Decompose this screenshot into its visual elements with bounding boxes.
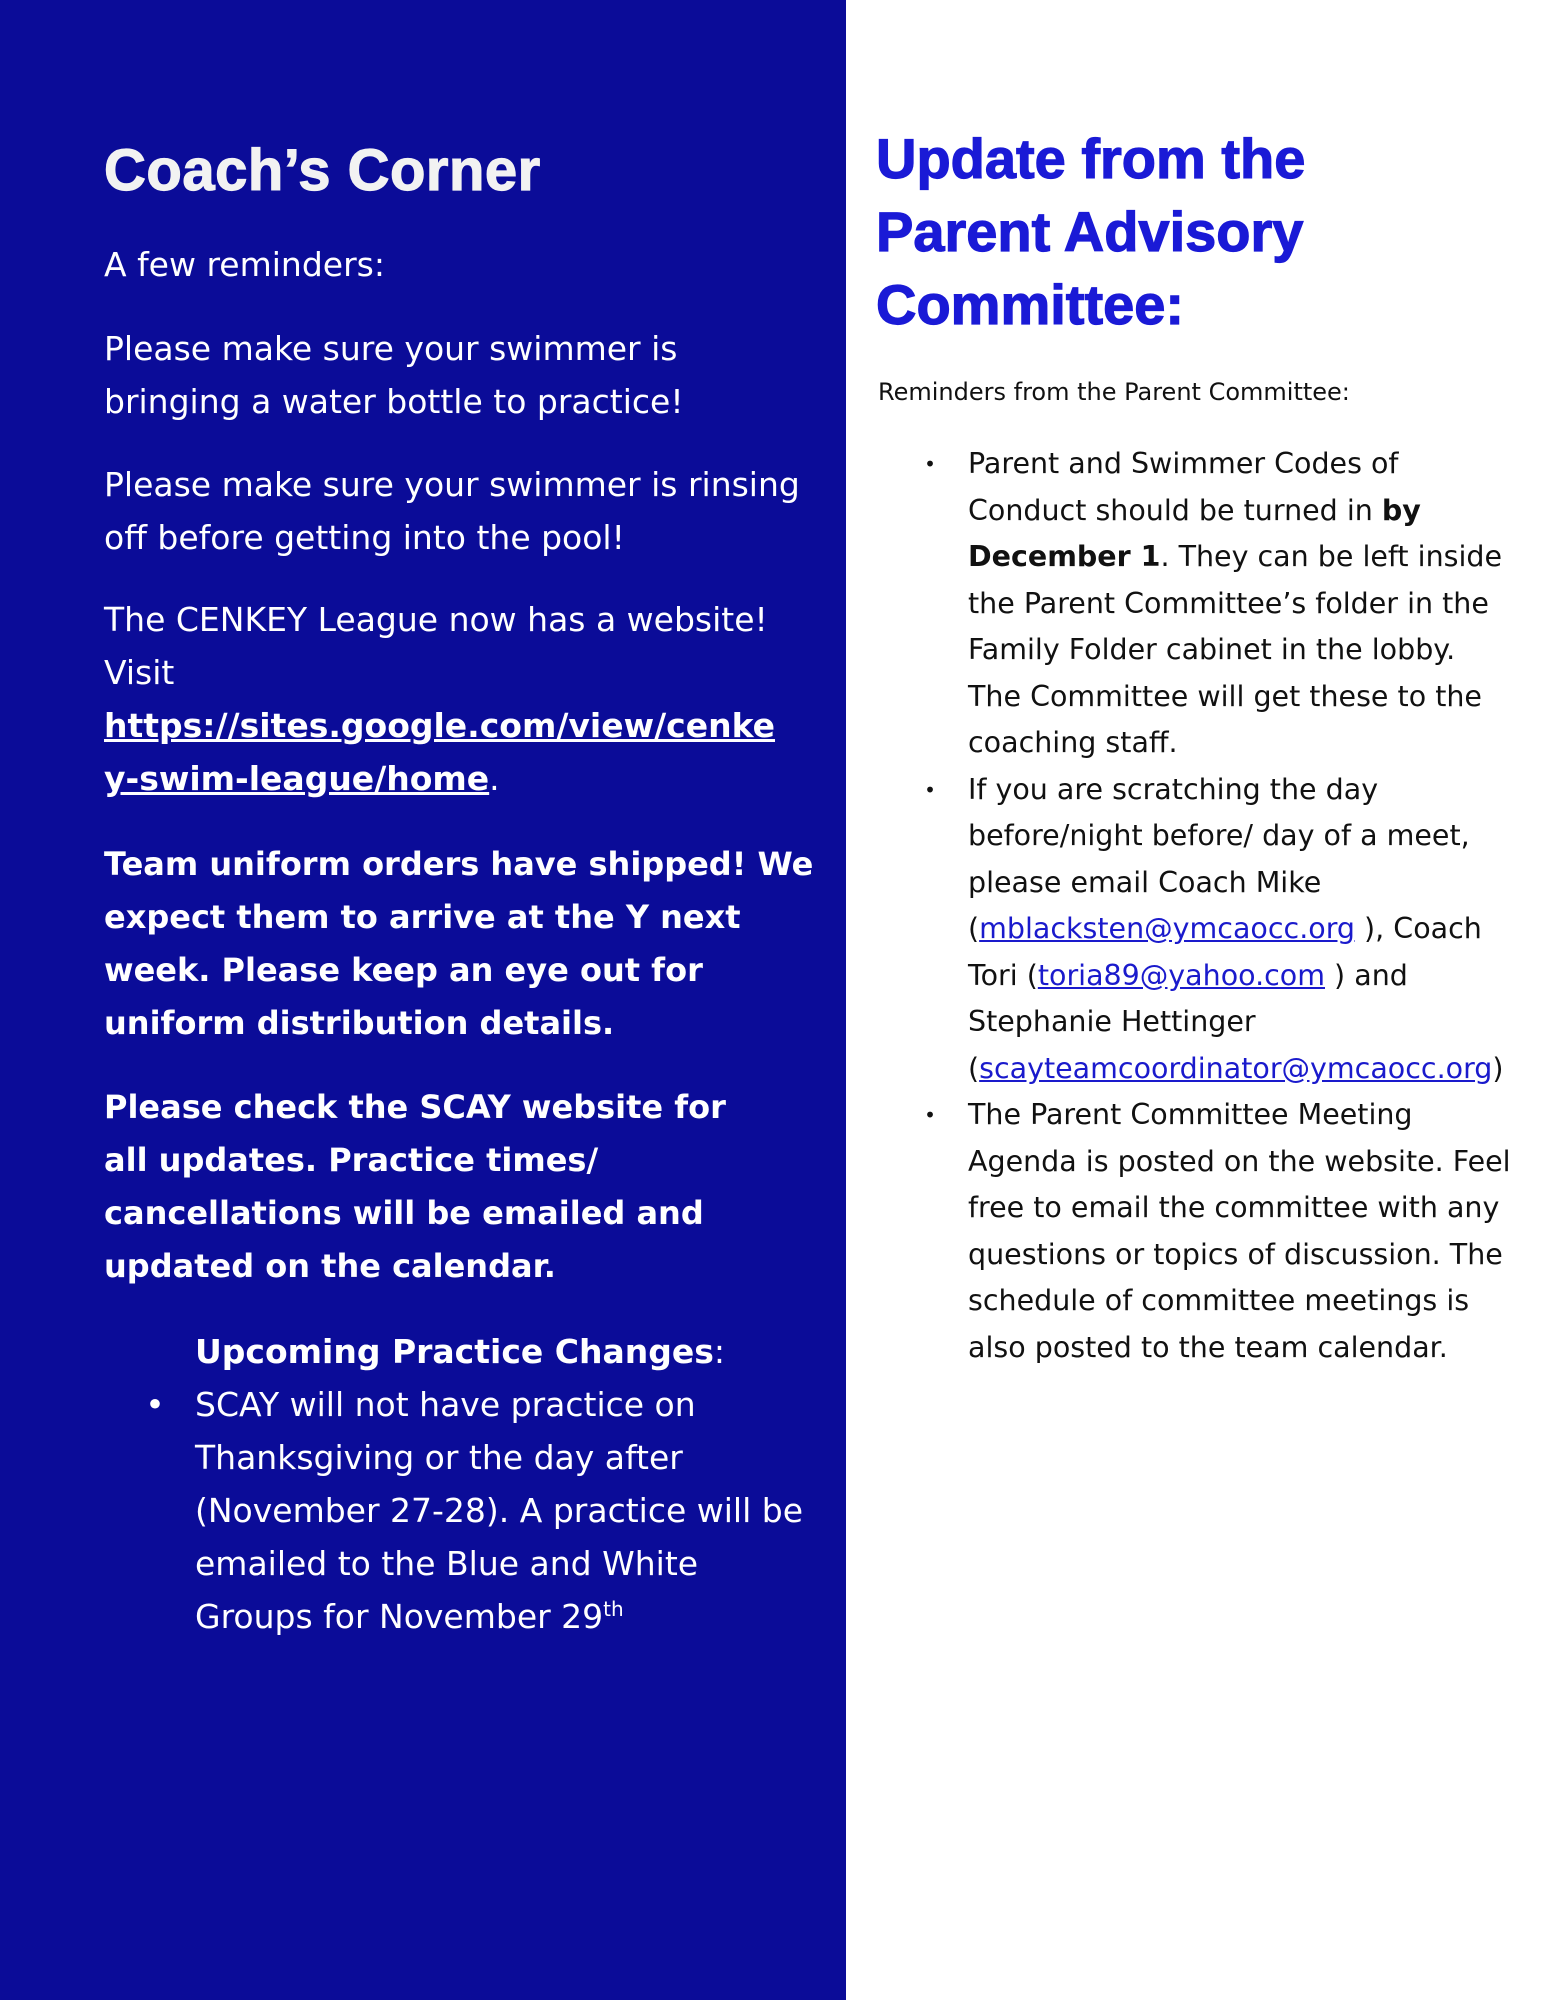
- coaches-corner-title: Coach’s Corner: [104, 138, 541, 203]
- coach-tori-email-link[interactable]: toria89@yahoo.com: [1037, 958, 1325, 992]
- cenkey-website-note: [104, 593, 794, 805]
- codes-of-conduct-details: . They can be left inside the Parent Committee’s folder in the Family Folder cabinet in the lobby. The Committee will get these to the coaching staff.: [968, 540, 1503, 759]
- list-item: [924, 767, 1513, 1093]
- upcoming-changes-label: Upcoming Practice Changes: [195, 1332, 714, 1371]
- codes-of-conduct-text: Parent and Swimmer Codes of Conduct should be turned in: [968, 447, 1399, 527]
- list-item: [924, 1092, 1513, 1371]
- rinsing-reminder: Please make sure your swimmer is rinsing off before getting into the pool!: [104, 465, 800, 557]
- cenkey-website-link[interactable]: https://sites.google.com/view/cenkey-swim-league/home: [104, 706, 776, 798]
- bullet-icon: •: [145, 1385, 165, 1424]
- codes-of-conduct-deadline: by December 1: [968, 493, 1421, 573]
- cenkey-text: The CENKEY League now has a website! Visit: [104, 600, 768, 692]
- parent-committee-intro: Reminders from the Parent Committee:: [878, 378, 1350, 406]
- practice-change-sup: th: [603, 1597, 624, 1621]
- scay-website-notice: Please check the SCAY website for all updates. Practice times/ cancellations will be emailed and updated on the calendar.: [104, 1088, 726, 1285]
- upcoming-changes-heading: [195, 1325, 725, 1378]
- coach-mike-email-link[interactable]: mblacksten@ymcaocc.org: [979, 912, 1355, 945]
- scratching-text-4: ): [1492, 1051, 1504, 1085]
- practice-changes-list: [145, 1378, 815, 1643]
- scratching-text-3: ) and Stephanie Hettinger (: [968, 958, 1408, 1085]
- practice-change-text: SCAY will not have practice on Thanksgiving or the day after (November 27-28). A practice will be emailed to the Blue and White Groups for November 29: [195, 1385, 804, 1636]
- bullet-icon: •: [924, 452, 936, 476]
- cenkey-end: .: [489, 759, 500, 798]
- water-bottle-reminder: Please make sure your swimmer is bringing a water bottle to practice!: [104, 329, 684, 421]
- parent-committee-title: Update from the Parent Advisory Committee:: [876, 127, 1306, 336]
- scratching-text: If you are scratching the day before/night before/ day of a meet, please email Coach Mike (: [968, 772, 1470, 945]
- reminders-intro: A few reminders:: [104, 245, 385, 284]
- meeting-agenda-text: The Parent Committee Meeting Agenda is posted on the website. Feel free to email the committee with any questions or topics of discussion. The schedule of committee meetings is also posted to the team calendar.: [968, 1098, 1511, 1364]
- bullet-icon: •: [924, 1103, 936, 1127]
- list-item: [924, 441, 1513, 767]
- scratching-text-2: ), Coach Tori (: [968, 912, 1482, 992]
- upcoming-changes-colon: :: [713, 1332, 726, 1371]
- list-item: [145, 1378, 815, 1643]
- bullet-icon: •: [924, 777, 936, 802]
- uniform-notice: Team uniform orders have shipped! We expect them to arrive at the Y next week. Please keep an eye out for uniform distribution details.: [104, 845, 814, 1042]
- team-coordinator-email-link[interactable]: scayteamcoordinator@ymcaocc.org: [979, 1051, 1493, 1085]
- parent-committee-list: [924, 441, 1513, 1371]
